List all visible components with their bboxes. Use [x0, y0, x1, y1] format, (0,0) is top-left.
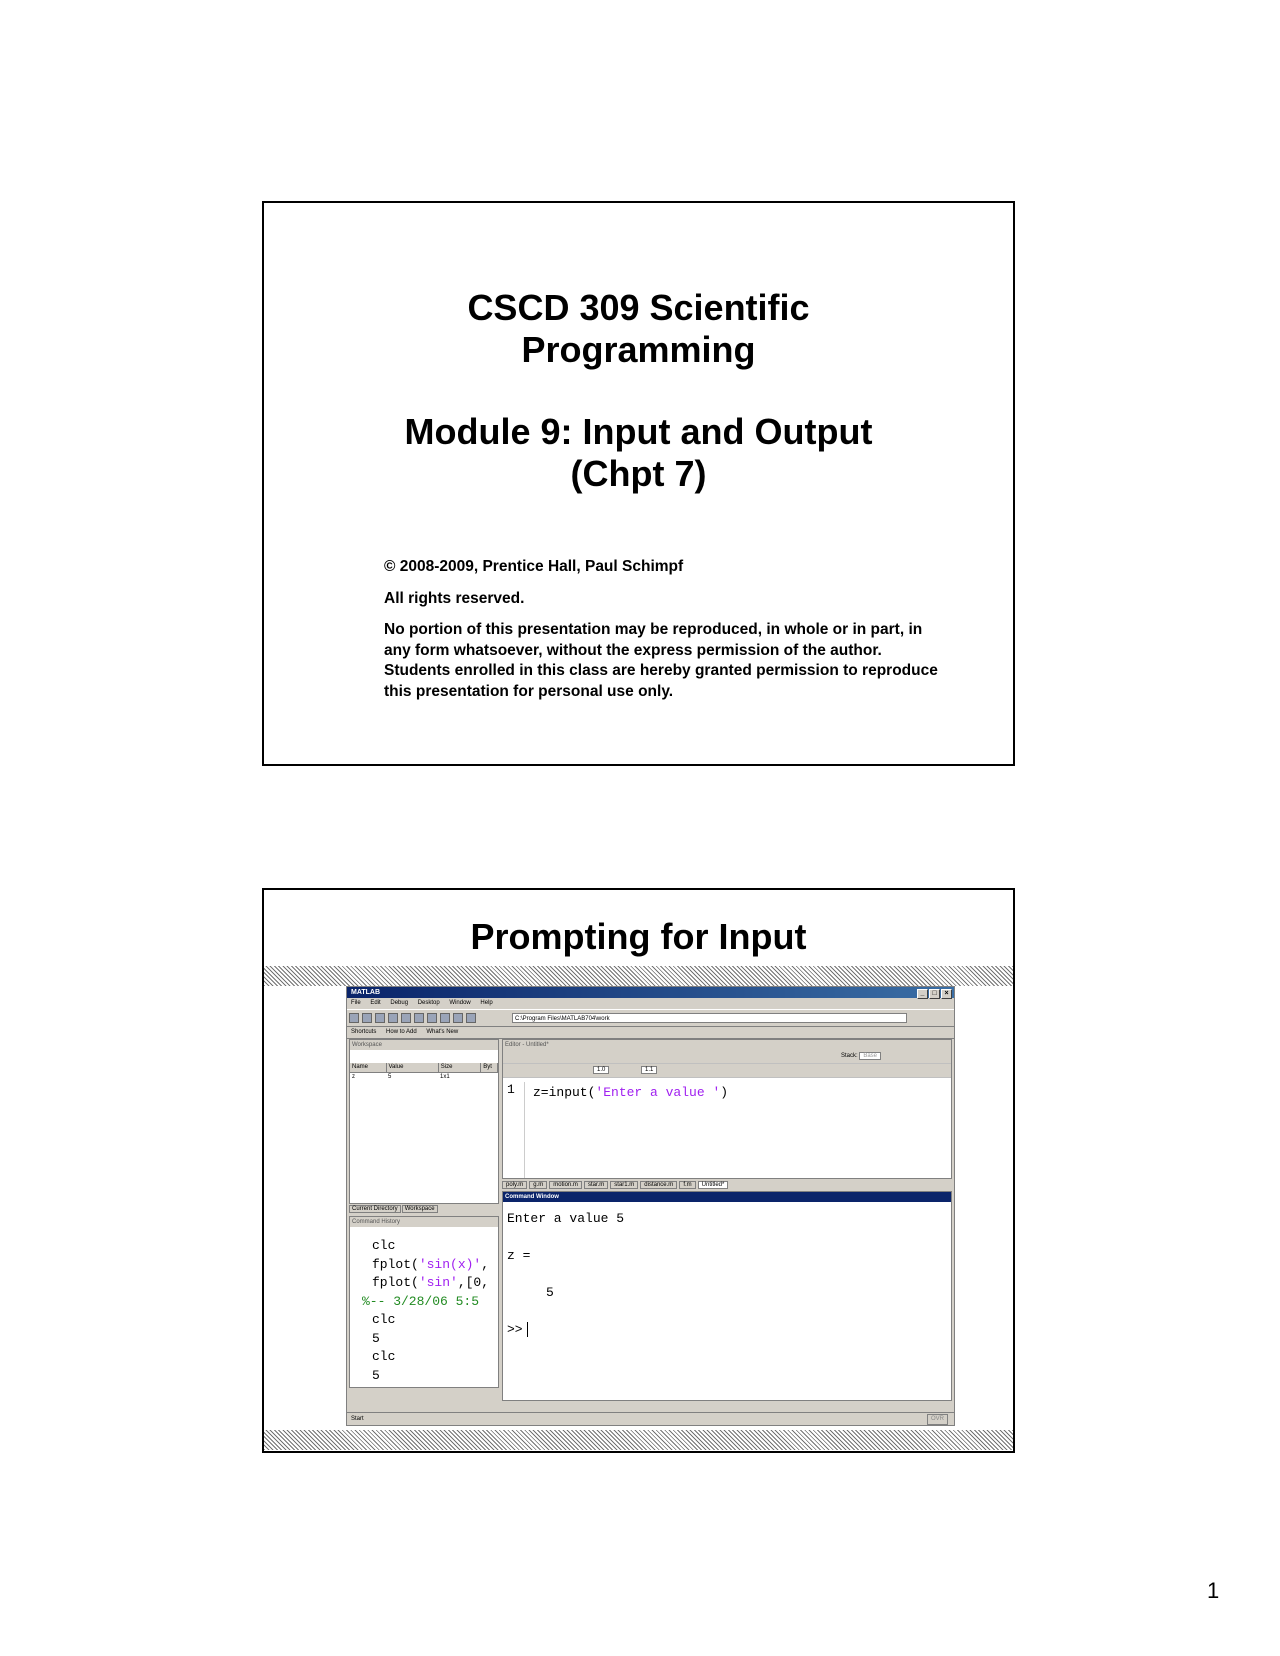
- output-line: [507, 1303, 947, 1322]
- code-suffix: ): [720, 1085, 729, 1100]
- list-item[interactable]: fplot('sin',[0,: [372, 1275, 490, 1290]
- cut-icon[interactable]: [375, 1013, 385, 1023]
- tab-poly[interactable]: poly.m: [502, 1181, 527, 1189]
- workspace-header: Workspace: [350, 1040, 498, 1050]
- close-icon[interactable]: ×: [941, 989, 952, 999]
- shortcuts-label[interactable]: Shortcuts: [351, 1029, 377, 1035]
- subtitle-line-1: Module 9: Input and Output: [404, 411, 873, 452]
- slide-title: Prompting for Input: [470, 916, 807, 957]
- maximize-icon[interactable]: □: [929, 989, 940, 999]
- undo-icon[interactable]: [414, 1013, 424, 1023]
- menu-bar: [347, 998, 954, 1009]
- editor-header: Editor - Untitled*: [503, 1040, 951, 1050]
- workspace-columns: [350, 1063, 498, 1073]
- command-prompt: >>: [507, 1322, 523, 1337]
- rights-line: All rights reserved.: [384, 589, 525, 607]
- command-window-header: [503, 1192, 951, 1202]
- how-to-add-link[interactable]: How to Add: [386, 1029, 417, 1035]
- col-name[interactable]: Name: [350, 1063, 387, 1072]
- tab-star1[interactable]: star1.m: [610, 1181, 638, 1189]
- list-item[interactable]: clc: [372, 1312, 396, 1327]
- main-toolbar: [347, 1009, 954, 1027]
- new-file-icon[interactable]: [349, 1013, 359, 1023]
- status-bar: [347, 1412, 954, 1425]
- tab-current-directory[interactable]: Current Directory: [349, 1205, 401, 1213]
- hatch-divider-bottom: [264, 1430, 1013, 1450]
- table-row[interactable]: [350, 1073, 498, 1082]
- list-item[interactable]: fplot('sin(x)',: [372, 1256, 490, 1272]
- title-slide: [262, 201, 1015, 766]
- start-button[interactable]: Start: [351, 1416, 364, 1422]
- line-gutter: 1: [503, 1082, 525, 1178]
- prompting-slide: [262, 888, 1015, 1453]
- menu-file[interactable]: File: [351, 1000, 361, 1006]
- history-header: Command History: [350, 1217, 498, 1227]
- menu-edit[interactable]: Edit: [370, 1000, 381, 1006]
- command-output[interactable]: [503, 1202, 951, 1348]
- history-session-marker[interactable]: %-- 3/28/06 5:5: [362, 1293, 480, 1309]
- list-item[interactable]: 5: [372, 1330, 380, 1346]
- history-list: [350, 1227, 498, 1385]
- cell-increment-a[interactable]: 1.0: [593, 1066, 609, 1074]
- col-value[interactable]: Value: [387, 1063, 439, 1072]
- menu-desktop[interactable]: Desktop: [417, 1000, 440, 1006]
- help-icon[interactable]: [466, 1013, 476, 1023]
- editor-file-tabs: [502, 1180, 952, 1190]
- tab-distance[interactable]: distance.m: [640, 1181, 677, 1189]
- open-file-icon[interactable]: [362, 1013, 372, 1023]
- text-caret: [527, 1322, 528, 1337]
- prompt-line[interactable]: [507, 1321, 947, 1340]
- command-history-panel: [349, 1216, 499, 1388]
- tab-motion[interactable]: motion.m: [549, 1181, 582, 1189]
- tab-f[interactable]: f.m: [679, 1181, 695, 1189]
- code-string: 'Enter a value ': [595, 1085, 721, 1100]
- redo-icon[interactable]: [427, 1013, 437, 1023]
- list-item[interactable]: clc: [372, 1349, 396, 1364]
- tab-workspace[interactable]: Workspace: [402, 1205, 438, 1213]
- var-value: 5: [388, 1074, 392, 1080]
- simulink-icon[interactable]: [440, 1013, 450, 1023]
- output-line: [507, 1266, 947, 1285]
- cell-increment-b[interactable]: 1.1: [641, 1066, 657, 1074]
- copyright-line: © 2008-2009, Prentice Hall, Paul Schimpf: [384, 558, 684, 575]
- list-item[interactable]: clc: [372, 1238, 396, 1253]
- code-line[interactable]: [533, 1085, 728, 1100]
- cell-toolbar: [503, 1064, 951, 1078]
- tab-g[interactable]: g.m: [529, 1181, 547, 1189]
- stack-select[interactable]: Base: [859, 1052, 881, 1060]
- code-prefix: z=input(: [533, 1085, 596, 1100]
- editor-panel: [502, 1039, 952, 1179]
- workspace-panel: [349, 1039, 499, 1204]
- page-number: 1: [1207, 1578, 1220, 1603]
- shortcuts-bar: [347, 1027, 954, 1039]
- panel-tabs: [349, 1204, 499, 1214]
- col-size[interactable]: Size: [439, 1063, 481, 1072]
- menu-debug[interactable]: Debug: [390, 1000, 409, 1006]
- title-line-2: Programming: [521, 329, 756, 370]
- var-name: z: [352, 1074, 355, 1080]
- tab-star[interactable]: star.m: [584, 1181, 608, 1189]
- col-bytes[interactable]: Byt: [481, 1063, 498, 1072]
- code-area[interactable]: [503, 1082, 951, 1178]
- slide-title: [264, 287, 1013, 495]
- output-line: [507, 1229, 947, 1248]
- ovr-indicator: OVR: [927, 1414, 948, 1425]
- copyright-notes: [384, 557, 944, 713]
- list-item[interactable]: 5: [372, 1367, 380, 1383]
- tab-untitled[interactable]: Untitled*: [698, 1181, 729, 1189]
- command-window-panel: [502, 1191, 952, 1401]
- menu-help[interactable]: Help: [480, 1000, 493, 1006]
- window-title: MATLAB: [351, 989, 381, 996]
- output-line: Enter a value 5: [507, 1211, 625, 1226]
- subtitle-line-2: (Chpt 7): [570, 453, 707, 494]
- current-directory-field[interactable]: C:\Program Files\MATLAB704\work: [512, 1013, 907, 1023]
- stack-label: Stack:: [840, 1053, 858, 1059]
- paste-icon[interactable]: [401, 1013, 411, 1023]
- notice-paragraph: No portion of this presentation may be reproduced, in whole or in part, in any form whatsoever, without the express permission of the author. Students enrolled in this class are hereby granted permission to reproduce this presentation for personal use only.: [384, 621, 938, 700]
- copy-icon[interactable]: [388, 1013, 398, 1023]
- output-line: 5: [507, 1285, 554, 1300]
- whats-new-link[interactable]: What's New: [426, 1029, 459, 1035]
- matlab-window: [346, 986, 955, 1426]
- var-size: 1x1: [440, 1074, 450, 1080]
- hatch-divider-top: [264, 966, 1013, 986]
- window-titlebar: [347, 987, 954, 998]
- output-line: z =: [507, 1248, 531, 1263]
- menu-window[interactable]: Window: [449, 1000, 471, 1006]
- command-window-title: Command Window: [505, 1194, 559, 1200]
- minimize-icon[interactable]: _: [917, 989, 928, 999]
- title-line-1: CSCD 309 Scientific: [467, 287, 810, 328]
- editor-toolbar: [503, 1050, 951, 1064]
- guide-icon[interactable]: [453, 1013, 463, 1023]
